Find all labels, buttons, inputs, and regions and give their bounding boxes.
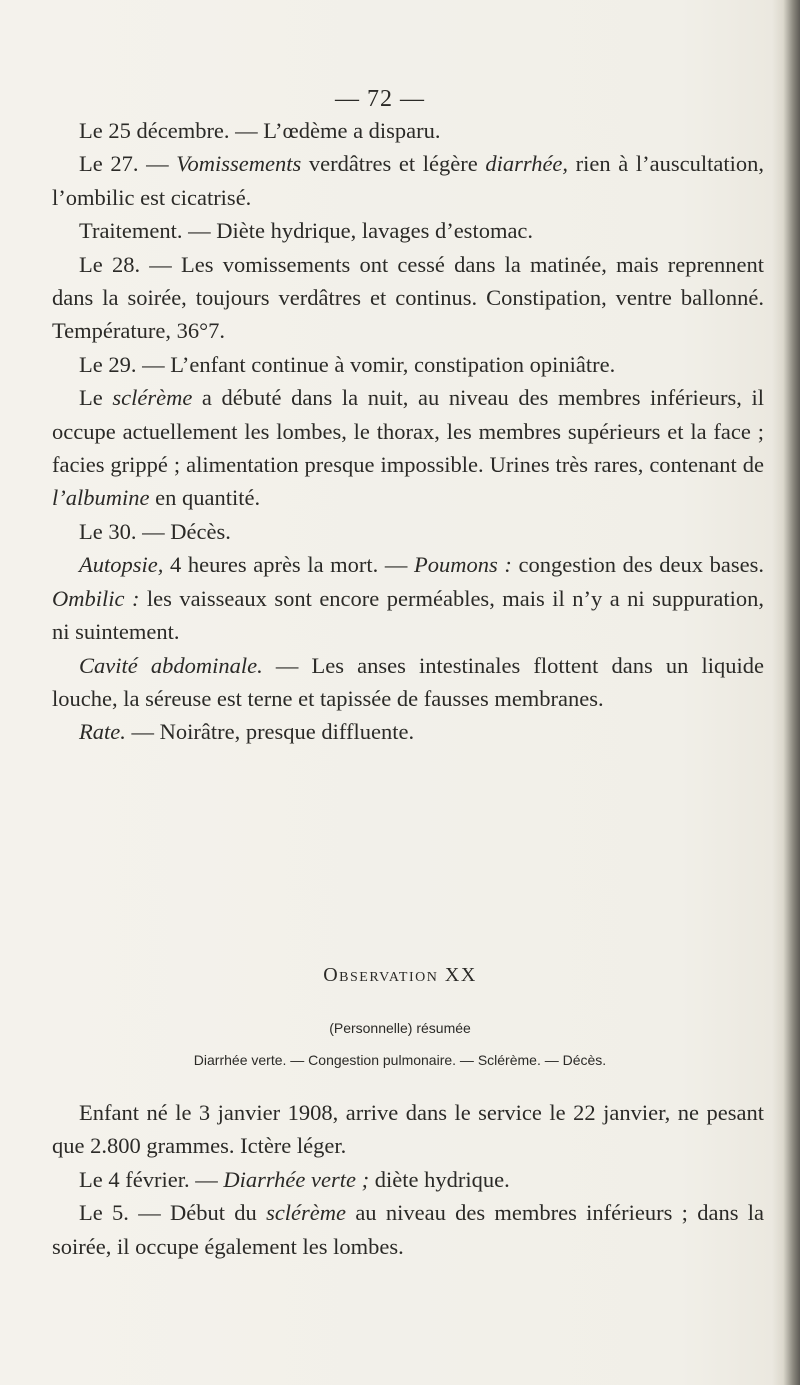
italic-text: sclérème bbox=[112, 385, 193, 411]
text-segment: Enfant né le 3 janvier 1908, arrive dans le service le 22 janvier, ne pesant que 2.800 grammes. Ictère léger. bbox=[52, 1100, 764, 1159]
paragraph bbox=[52, 548, 764, 648]
paragraph bbox=[52, 1163, 764, 1196]
text-segment: Traitement. — Diète hydrique, lavages d’estomac. bbox=[79, 218, 534, 244]
text-segment: congestion des deux bases. bbox=[511, 552, 764, 578]
italic-text: Autopsie, bbox=[79, 552, 164, 578]
observation-text bbox=[52, 1096, 764, 1263]
italic-text: Diarrhée verte ; bbox=[223, 1166, 370, 1192]
italic-text: Vomissements bbox=[176, 151, 302, 177]
italic-text: diarrhée, bbox=[485, 151, 569, 177]
text-segment: 4 heures après la mort. — bbox=[163, 552, 415, 578]
text-segment: Le 30. — Décès. bbox=[79, 518, 231, 544]
paragraph bbox=[52, 348, 764, 381]
paragraph bbox=[52, 715, 764, 748]
text-segment: Le 5. — Début du bbox=[79, 1200, 267, 1226]
page-number: — 72 — bbox=[335, 86, 425, 112]
italic-text: sclérème bbox=[266, 1200, 347, 1226]
italic-text: Rate. bbox=[79, 719, 126, 745]
paragraph bbox=[52, 381, 764, 515]
italic-text: l’albumine bbox=[52, 485, 150, 511]
text-segment: Le 28. — Les vomissements ont cessé dans la matinée, mais reprennent dans la soirée, toujours verdâtres et continus. Constipation, ventre ballonné. Température, 36°7. bbox=[52, 251, 764, 344]
italic-text: Cavité abdominale. bbox=[79, 652, 263, 678]
paragraph bbox=[52, 248, 764, 348]
text-segment: diète hydrique. bbox=[369, 1166, 510, 1192]
observation-summary: Diarrhée verte. — Congestion pulmonaire. — Sclérème. — Décès. bbox=[193, 1052, 607, 1068]
paragraph bbox=[52, 147, 764, 214]
paragraph bbox=[52, 1196, 764, 1263]
text-segment: les vaisseaux sont encore perméables, mais il n’y a ni suppuration, ni suintement. bbox=[52, 585, 764, 645]
text-segment: Le 29. — L’enfant continue à vomir, constipation opiniâtre. bbox=[79, 351, 616, 377]
text-segment: rien à l’auscultation, l’ombilic est cicatrisé. bbox=[52, 151, 764, 210]
page-edge-shadow bbox=[772, 0, 800, 1385]
paragraph bbox=[52, 515, 764, 548]
paragraph bbox=[52, 649, 764, 716]
paragraph bbox=[52, 1096, 764, 1163]
observation-subtitle: (Personnelle) résumée bbox=[329, 1020, 471, 1036]
paragraph bbox=[52, 214, 764, 247]
text-segment: Le 25 décembre. — L’œdème a disparu. bbox=[79, 118, 441, 143]
text-segment: Le 4 février. — bbox=[79, 1166, 224, 1192]
text-segment: — Les anses intestinales flottent dans un liquide louche, la séreuse est terne et tapissée de fausses membranes. bbox=[52, 652, 764, 711]
italic-text: Ombilic : bbox=[52, 585, 140, 611]
text-segment: a débuté dans la nuit, au niveau des membres inférieurs, il occupe actuellement les lombes, le thorax, les membres supérieurs et la face ; facies grippé ; alimentation presque impossible. Urines très rares, contenant de bbox=[52, 385, 764, 478]
italic-text: Poumons : bbox=[414, 552, 512, 578]
text-segment: — Noirâtre, presque diffluente. bbox=[125, 719, 415, 745]
text-segment: Le bbox=[79, 385, 113, 411]
text-segment: au niveau des membres inférieurs ; dans la soirée, il occupe également les lombes. bbox=[52, 1200, 764, 1259]
observation-heading: Observation XX bbox=[323, 964, 477, 986]
text-segment: en quantité. bbox=[149, 485, 261, 511]
paragraph bbox=[52, 114, 764, 147]
case-notes-text bbox=[52, 114, 764, 749]
text-segment: verdâtres et légère bbox=[301, 151, 486, 177]
text-segment: Le 27. — bbox=[79, 151, 177, 177]
